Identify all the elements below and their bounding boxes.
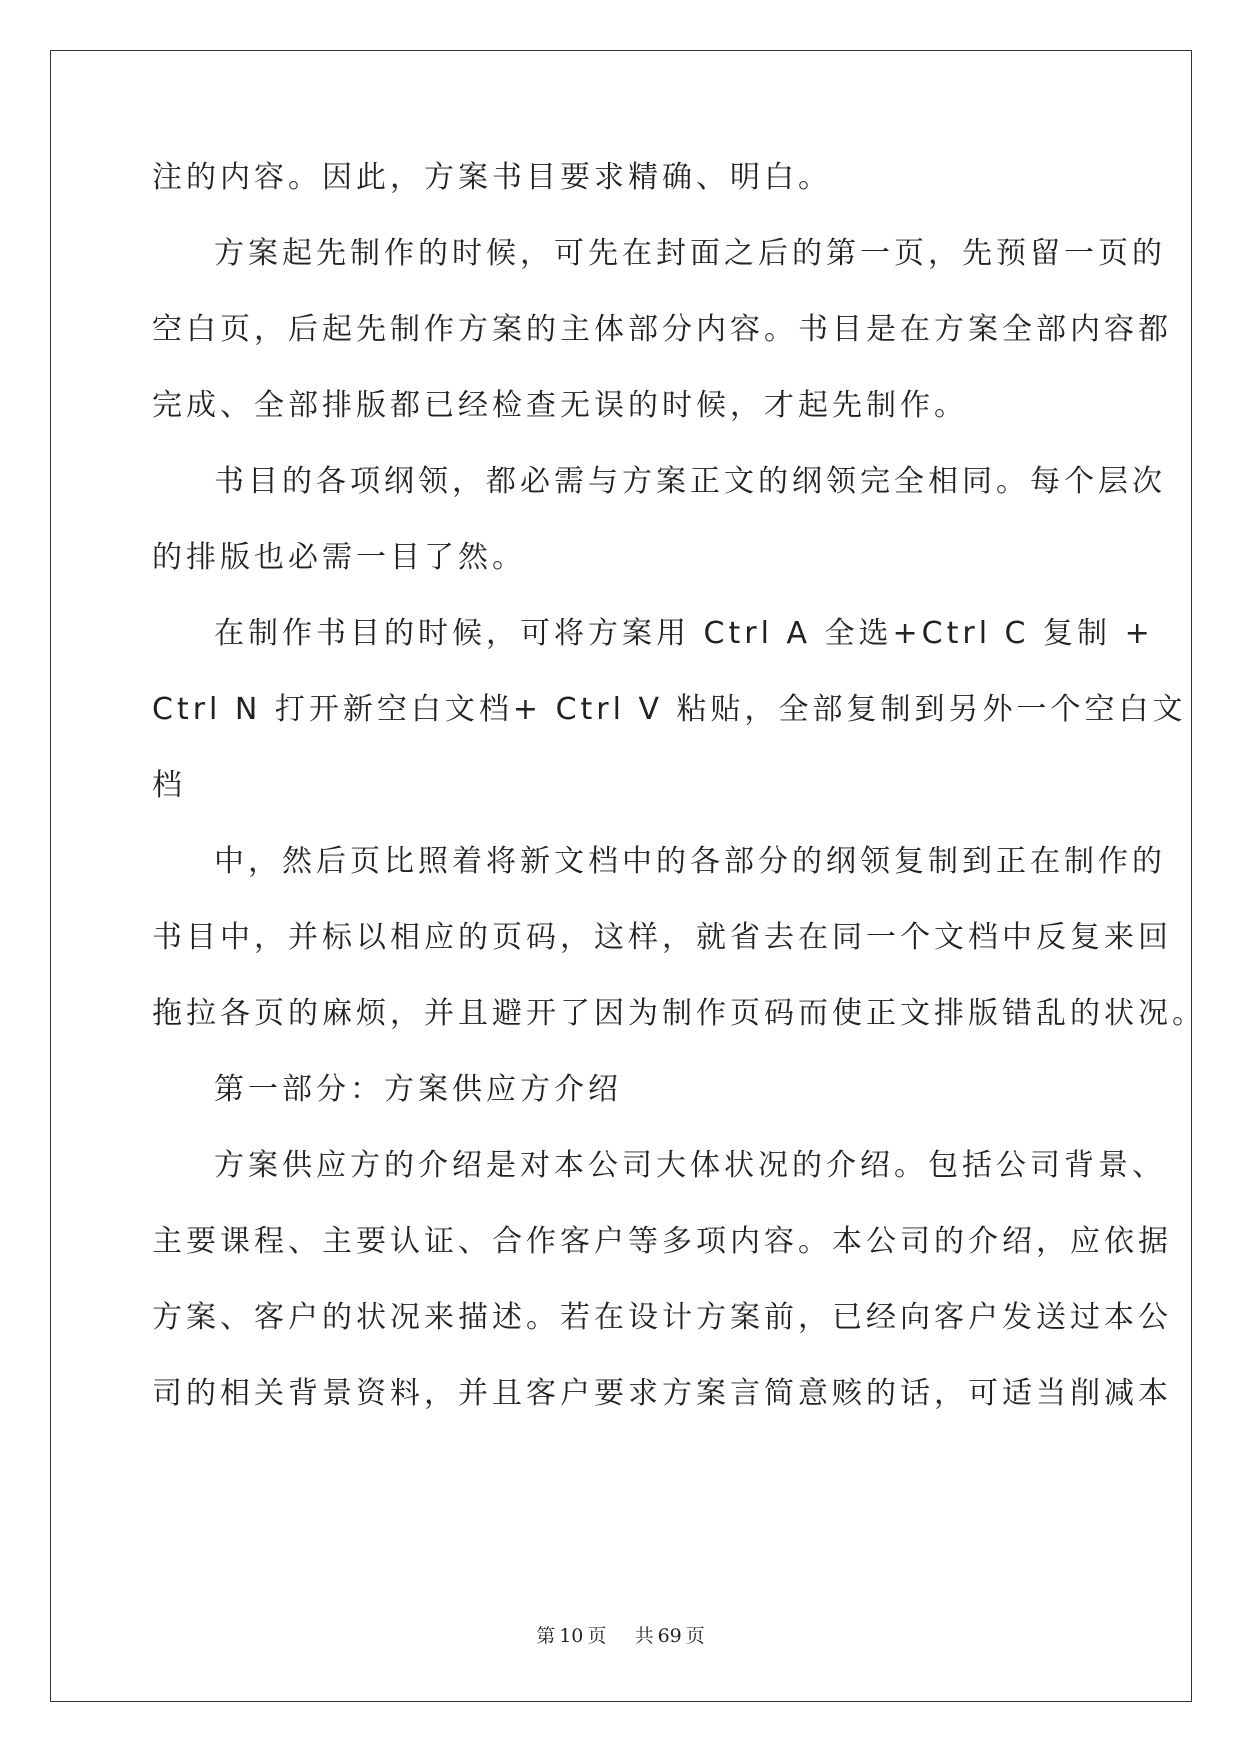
text-line: 书目中，并标以相应的页码，这样，就省去在同一个文档中反复来回 xyxy=(152,920,1172,955)
section-heading: 第一部分：方案供应方介绍 xyxy=(214,1072,622,1107)
text-line: Ctrl N 打开新空白文档+ Ctrl V 粘贴，全部复制到另外一个空白文 xyxy=(152,692,1187,727)
text-line: 中，然后页比照着将新文档中的各部分的纲领复制到正在制作的 xyxy=(214,844,1166,879)
page-footer xyxy=(0,1624,1241,1648)
text-line: 空白页，后起先制作方案的主体部分内容。书目是在方案全部内容都 xyxy=(152,312,1172,347)
footer-page-suffix: 页 xyxy=(587,1625,607,1647)
text-line: 方案起先制作的时候，可先在封面之后的第一页，先预留一页的 xyxy=(214,236,1166,271)
text-line: 主要课程、主要认证、合作客户等多项内容。本公司的介绍，应依据 xyxy=(152,1224,1172,1259)
text-line: 书目的各项纲领，都必需与方案正文的纲领完全相同。每个层次 xyxy=(214,464,1166,499)
footer-page-number: 10 xyxy=(559,1625,584,1647)
footer-page-prefix: 第 xyxy=(536,1625,556,1647)
text-line: 档 xyxy=(152,768,186,803)
text-line: 完成、全部排版都已经检查无误的时候，才起先制作。 xyxy=(152,388,968,423)
text-line: 方案、客户的状况来描述。若在设计方案前，已经向客户发送过本公 xyxy=(152,1300,1172,1335)
footer-total-prefix: 共 xyxy=(634,1625,654,1647)
text-line: 方案供应方的介绍是对本公司大体状况的介绍。包括公司背景、 xyxy=(214,1148,1166,1183)
text-line: 在制作书目的时候，可将方案用 Ctrl A 全选+Ctrl C 复制 + xyxy=(214,616,1154,651)
text-line: 司的相关背景资料，并且客户要求方案言简意赅的话，可适当削减本 xyxy=(152,1376,1172,1411)
footer-total-suffix: 页 xyxy=(685,1625,705,1647)
text-line: 的排版也必需一目了然。 xyxy=(152,540,526,575)
text-line: 注的内容。因此，方案书目要求精确、明白。 xyxy=(152,160,832,195)
text-line: 拖拉各页的麻烦，并且避开了因为制作页码而使正文排版错乱的状况。 xyxy=(152,996,1206,1031)
footer-total-pages: 69 xyxy=(657,1625,682,1647)
